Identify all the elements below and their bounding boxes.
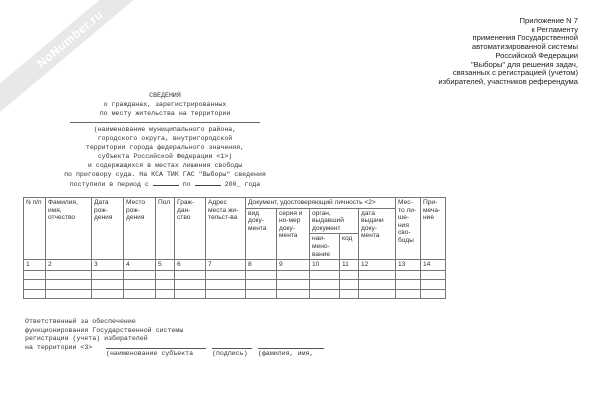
signature-field: (подпись) [212, 348, 252, 357]
period-text: 200_ года [224, 181, 261, 188]
title-note: (наименование муниципального района, [93, 126, 237, 133]
heading: СВЕДЕНИЯ [149, 92, 181, 99]
title-note: субъекта Российской Федерации <1>) [97, 153, 233, 160]
col-header: наи-мено-вание [310, 234, 340, 260]
col-number: 4 [124, 260, 156, 271]
col-number: 10 [310, 260, 340, 271]
fill-line [70, 122, 260, 123]
watermark: NoNumber.ru [0, 0, 177, 131]
col-header: N п/п [24, 198, 46, 260]
col-header: Место рож-дения [124, 198, 156, 260]
col-header: орган, выдавший документ [310, 208, 359, 234]
period-text: поступили в период с [69, 181, 149, 188]
col-number: 8 [246, 260, 277, 271]
col-header: код [340, 234, 359, 260]
title-note: территории города федерального значения, [85, 144, 245, 151]
title-line: и содержащихся в местах лишения свободы [87, 162, 243, 169]
col-header: Фамилия, имя, отчество [46, 198, 92, 260]
date-from-blank [153, 179, 179, 186]
table-row [24, 280, 446, 290]
col-header: Граж-дан-ство [175, 198, 206, 260]
appendix-line: Российской Федерации [495, 50, 578, 60]
period-text: по [182, 181, 191, 188]
footer-line: на территории <3> [25, 343, 93, 351]
col-header: Адрес места жи-тельст-ва [206, 198, 246, 260]
col-number: 1 [24, 260, 46, 271]
col-header: дата выдачи доку-мента [359, 208, 396, 260]
subject-name-field: (наименование субъекта [106, 348, 206, 357]
appendix-line: автоматизированной системы [471, 42, 578, 52]
period-line [25, 179, 305, 189]
col-number: 2 [46, 260, 92, 271]
col-header: Пол [156, 198, 175, 260]
col-number: 11 [340, 260, 359, 271]
col-header: Документ, удостоверяющий личность <2> [246, 198, 396, 209]
records-table [23, 197, 446, 299]
col-number: 7 [206, 260, 246, 271]
appendix-line: применения Государственной [472, 33, 578, 43]
col-header: При-меча-ние [421, 198, 446, 260]
title-note: городского округа, внутригородской [97, 135, 233, 142]
col-number: 12 [359, 260, 396, 271]
col-number: 6 [175, 260, 206, 271]
col-header: Мес-то ли-ше-ния сво-боды [396, 198, 421, 260]
footer-line: регистрации (учета) избирателей [25, 335, 148, 343]
col-number: 9 [277, 260, 310, 271]
table-row [24, 270, 446, 280]
full-name-field: (фамилия, имя, [258, 348, 324, 357]
col-number: 14 [421, 260, 446, 271]
appendix-line: Приложение N 7 [519, 16, 578, 25]
appendix-line: избирателей, участников референдума [438, 76, 578, 86]
appendix-line: к Регламенту [531, 24, 578, 34]
appendix-line: "Выборы" для решения задач, [470, 59, 578, 69]
title-line: о гражданах, зарегистрированных [103, 101, 227, 108]
col-header: вид доку-мента [246, 208, 277, 260]
title-line: по месту жительства на территории [99, 110, 231, 117]
date-to-blank [195, 179, 221, 186]
col-number: 3 [92, 260, 124, 271]
table-row [24, 289, 446, 299]
col-number: 5 [156, 260, 175, 271]
appendix-line: связанных с регистрацией (учетом) [452, 68, 578, 78]
col-header: Дата рож-дения [92, 198, 124, 260]
title-line: по приговору суда. На КСА ТИК ГАС "Выборы" сведения [64, 171, 266, 178]
footer-line: функционирования Государственной системы [25, 326, 184, 334]
footer-line: Ответственный за обеспечение [25, 318, 136, 325]
col-header: серия и но-мер доку-мента [277, 208, 310, 260]
col-number: 13 [396, 260, 421, 271]
document-title [25, 91, 305, 189]
appendix-note [438, 17, 578, 87]
